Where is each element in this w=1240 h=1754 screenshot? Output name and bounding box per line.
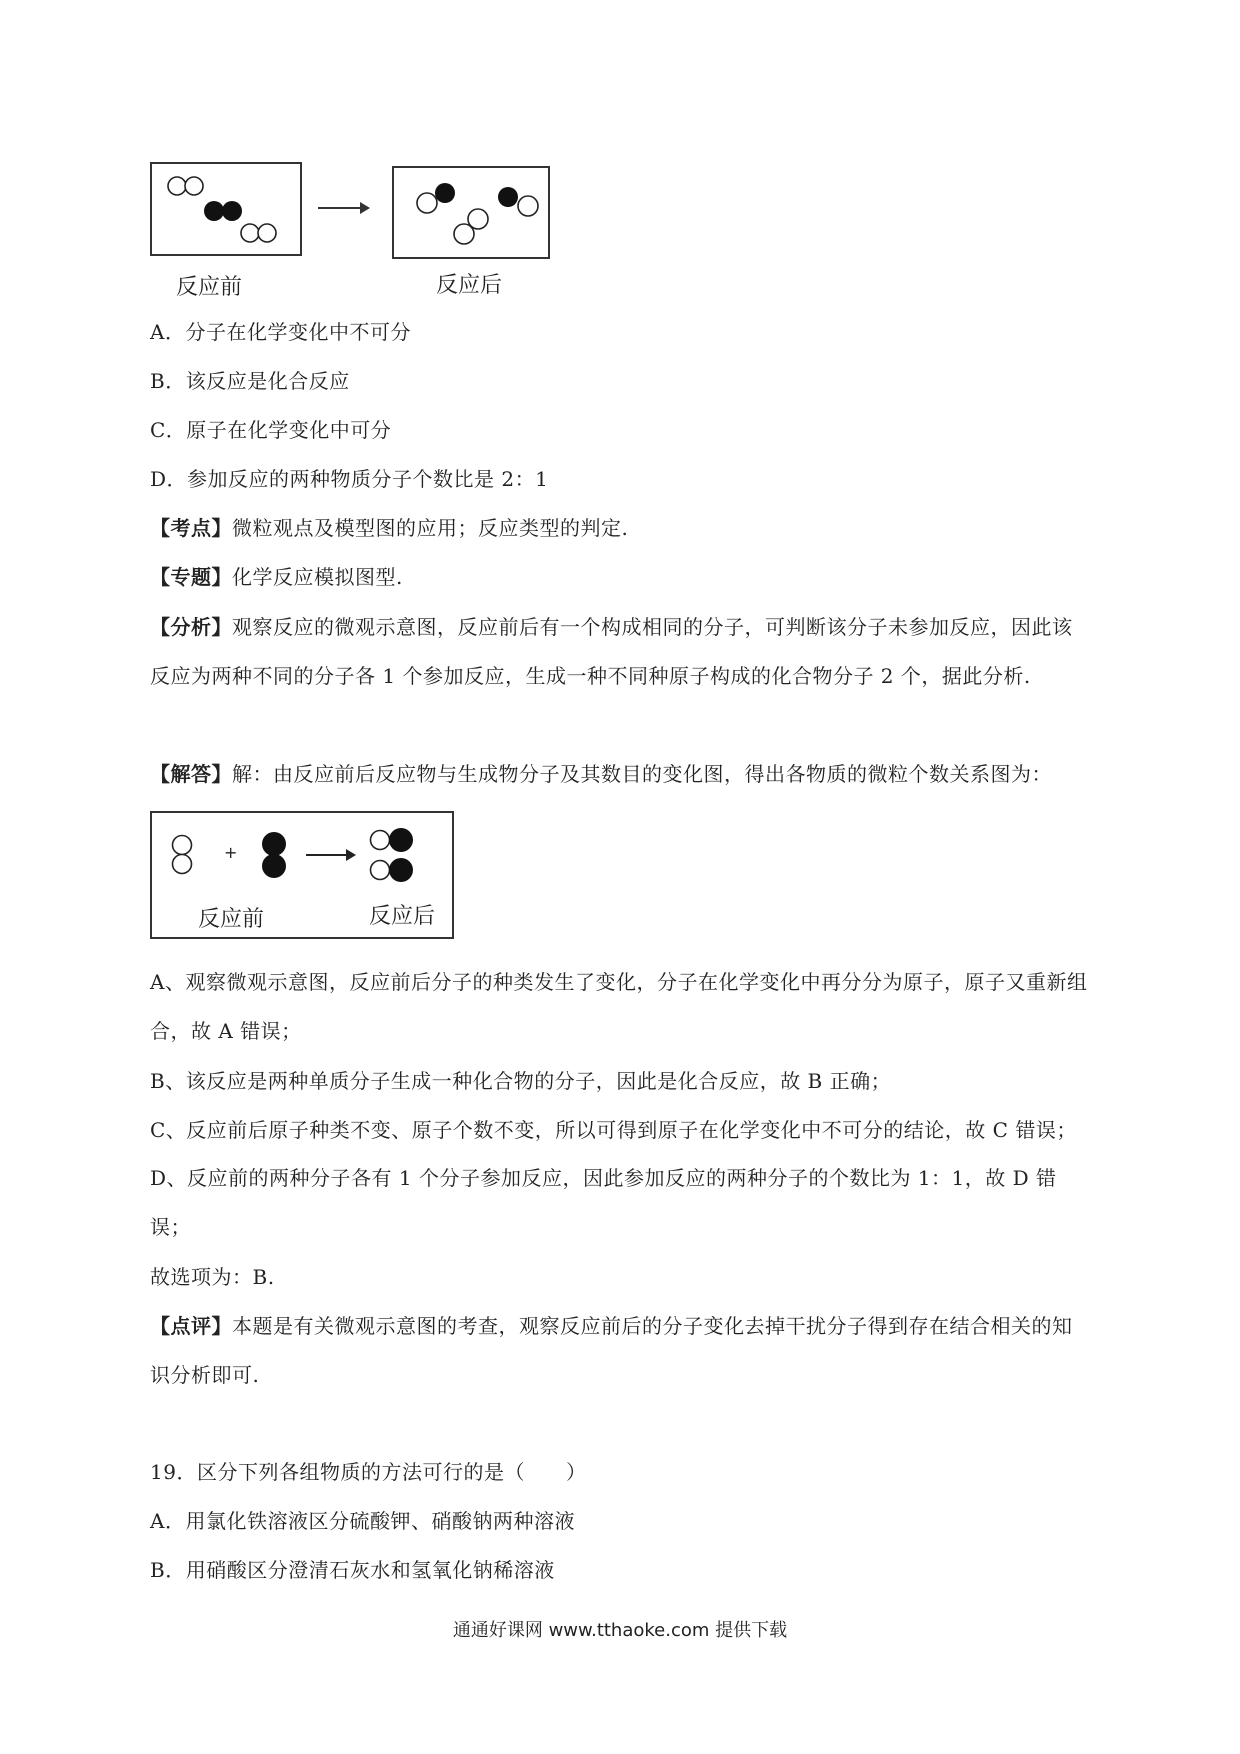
dianping-text: 本题是有关微观示意图的考查，观察反应前后的分子变化去掉干扰分子得到存在结合相关的知识分析即可. [150, 1314, 1073, 1387]
plus-sign: + [224, 843, 238, 862]
choice-line: 故选项为：B. [150, 1265, 275, 1289]
option-a: A．分子在化学变化中不可分 [150, 320, 411, 344]
zhuanti-line [150, 567, 403, 587]
option-d: D．参加反应的两种物质分子个数比是 2：1 [150, 467, 549, 491]
question-19-option-a: A．用氯化铁溶液区分硫酸钾、硝酸钠两种溶液 [150, 1509, 575, 1533]
answer-b: B、该反应是两种单质分子生成一种化合物的分子，因此是化合反应，故 B 正确； [150, 1069, 892, 1093]
dianping-paragraph [150, 1302, 1090, 1400]
fenxi-text: 观察反应的微观示意图，反应前后有一个构成相同的分子，可判断该分子未参加反应，因此该反应为两种不同的分子各 1 个参加反应，生成一种不同种原子构成的化合物分子 2 个，据此分析. [150, 615, 1073, 688]
option-c: C．原子在化学变化中可分 [150, 418, 392, 442]
kaodian-line [150, 518, 628, 538]
answer-d: D、反应前的两种分子各有 1 个分子参加反应，因此参加反应的两种分子的个数比为 1：1，故 D 错误； [150, 1166, 1057, 1239]
jieda-line [150, 764, 1052, 784]
question-19-stem: 19．区分下列各组物质的方法可行的是（ ） [150, 1460, 587, 1484]
jieda-text: 解：由反应前后反应物与生成物分子及其数目的变化图，得出各物质的微粒个数关系图为： [232, 762, 1052, 786]
zhuanti-text: 化学反应模拟图型. [232, 565, 403, 589]
after-label: 反应后 [436, 273, 503, 298]
zhuanti-tag: 【专题】 [150, 565, 232, 589]
before-label: 反应前 [176, 275, 243, 300]
kaodian-text: 微粒观点及模型图的应用；反应类型的判定. [232, 516, 629, 540]
jieda-tag: 【解答】 [150, 762, 232, 786]
after-molecules-diagram [392, 166, 550, 259]
relation-after-label: 反应后 [369, 904, 436, 929]
before-molecules-diagram [150, 162, 302, 256]
answer-a: A、观察微观示意图，反应前后分子的种类发生了变化，分子在化学变化中再分分为原子，原子又重新组合，故 A 错误； [150, 970, 1088, 1043]
question-19-option-b: B．用硝酸区分澄清石灰水和氢氧化钠稀溶液 [150, 1558, 555, 1582]
reaction-arrow [318, 207, 368, 209]
fenxi-tag: 【分析】 [150, 615, 232, 639]
option-b: B．该反应是化合反应 [150, 369, 350, 393]
relation-before-label: 反应前 [198, 907, 265, 932]
kaodian-tag: 【考点】 [150, 516, 232, 540]
fenxi-paragraph [150, 603, 1090, 701]
page-footer: 通通好课网 www.tthaoke.com 提供下载 [452, 1620, 788, 1641]
dianping-tag: 【点评】 [150, 1314, 232, 1338]
answer-c: C、反应前后原子种类不变、原子个数不变，所以可得到原子在化学变化中不可分的结论，故 C 错误； [150, 1118, 1077, 1142]
